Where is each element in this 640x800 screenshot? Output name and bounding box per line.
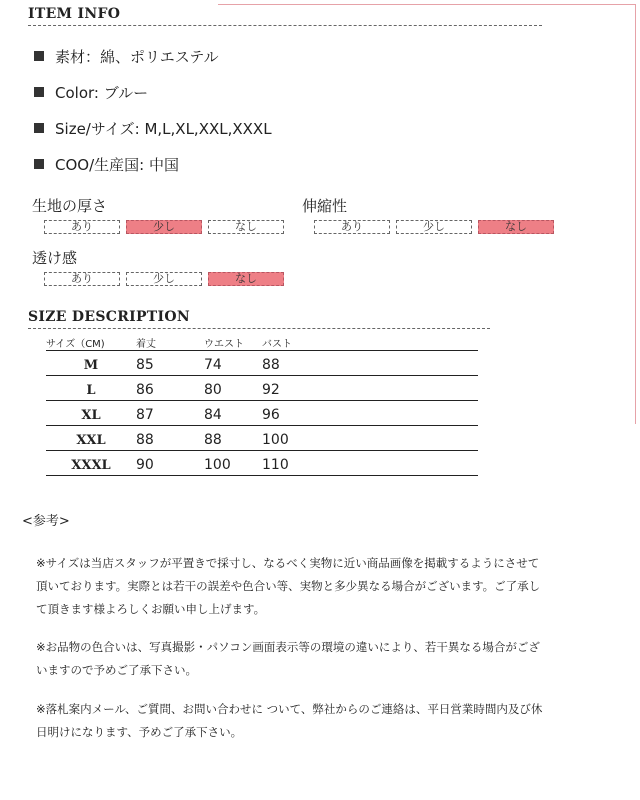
size-cell: L	[46, 376, 136, 401]
bust-cell: 88	[262, 351, 478, 376]
waist-cell: 100	[204, 451, 262, 476]
length-cell: 86	[136, 376, 204, 401]
stretch-title: 伸縮性	[302, 197, 348, 215]
sheer-option-sukoshi: 少し	[126, 272, 202, 286]
size-description-divider	[28, 328, 490, 329]
length-cell: 90	[136, 451, 204, 476]
size-description-title: SIZE DESCRIPTION	[28, 309, 190, 325]
square-bullet-icon	[34, 87, 44, 97]
spec-material	[34, 38, 272, 74]
decorative-frame-top	[218, 4, 636, 5]
waist-cell: 80	[204, 376, 262, 401]
sheer-option-nashi: なし	[208, 272, 284, 286]
stretch-option-nashi: なし	[478, 220, 554, 234]
length-cell: 85	[136, 351, 204, 376]
table-row	[46, 451, 478, 476]
square-bullet-icon	[34, 159, 44, 169]
stretch-option-ari: あり	[314, 220, 390, 234]
note-color: ※お品物の色合いは、写真撮影・パソコン画面表示等の環境の違いにより、若干異なる場合がございますので予めご了承下さい。	[36, 640, 540, 677]
table-row	[46, 376, 478, 401]
sheer-title: 透け感	[32, 249, 78, 267]
item-spec-list	[34, 38, 272, 182]
header-size: サイズ（CM)	[46, 334, 136, 351]
sheer-option-ari: あり	[44, 272, 120, 286]
spec-text: Color: ブルー	[55, 83, 149, 102]
table-row	[46, 351, 478, 376]
waist-cell: 88	[204, 426, 262, 451]
bust-cell: 92	[262, 376, 478, 401]
item-info-divider	[28, 25, 542, 26]
header-waist: ウエスト	[204, 334, 262, 351]
size-cell: M	[46, 351, 136, 376]
thickness-title: 生地の厚さ	[32, 197, 108, 215]
thickness-option-sukoshi: 少し	[126, 220, 202, 234]
size-cell: XXL	[46, 426, 136, 451]
thickness-option-nashi: なし	[208, 220, 284, 234]
spec-origin	[34, 146, 272, 182]
bust-cell: 100	[262, 426, 478, 451]
sheer-scale	[44, 272, 284, 286]
stretch-option-sukoshi: 少し	[396, 220, 472, 234]
square-bullet-icon	[34, 123, 44, 133]
spec-text: COO/生産国: 中国	[55, 155, 179, 174]
size-table-header	[46, 334, 478, 351]
bust-cell: 96	[262, 401, 478, 426]
size-cell: XL	[46, 401, 136, 426]
note-contact: ※落札案内メール、ご質問、お問い合わせに ついて、弊社からのご連絡は、平日営業時間内及び休日明けになります、予めご了承下さい。	[36, 702, 543, 739]
square-bullet-icon	[34, 51, 44, 61]
decorative-frame-right	[635, 4, 636, 424]
waist-cell: 74	[204, 351, 262, 376]
spec-size	[34, 110, 272, 146]
length-cell: 88	[136, 426, 204, 451]
table-row	[46, 426, 478, 451]
thickness-scale	[44, 220, 284, 234]
header-bust: バスト	[262, 334, 478, 351]
spec-text: Size/サイズ: M,L,XL,XXL,XXXL	[55, 119, 272, 138]
note-measurement: ※サイズは当店スタッフが平置きで採寸し、なるべく実物に近い商品画像を掲載するようにさせて頂いております。実際とは若干の誤差や色合い等、実物と多少異なる場合がございます。ご了承して頂きます様よろしくお願い申し上げます。	[36, 556, 541, 616]
table-row	[46, 401, 478, 426]
spec-text: 素材：綿、ポリエステル	[55, 47, 219, 66]
length-cell: 87	[136, 401, 204, 426]
reference-title: <参考>	[22, 514, 70, 529]
stretch-scale	[314, 220, 554, 234]
size-cell: XXXL	[46, 451, 136, 476]
size-table	[46, 334, 478, 476]
spec-color	[34, 74, 272, 110]
header-length: 着丈	[136, 334, 204, 351]
item-info-title: ITEM INFO	[28, 6, 121, 22]
thickness-option-ari: あり	[44, 220, 120, 234]
waist-cell: 84	[204, 401, 262, 426]
bust-cell: 110	[262, 451, 478, 476]
